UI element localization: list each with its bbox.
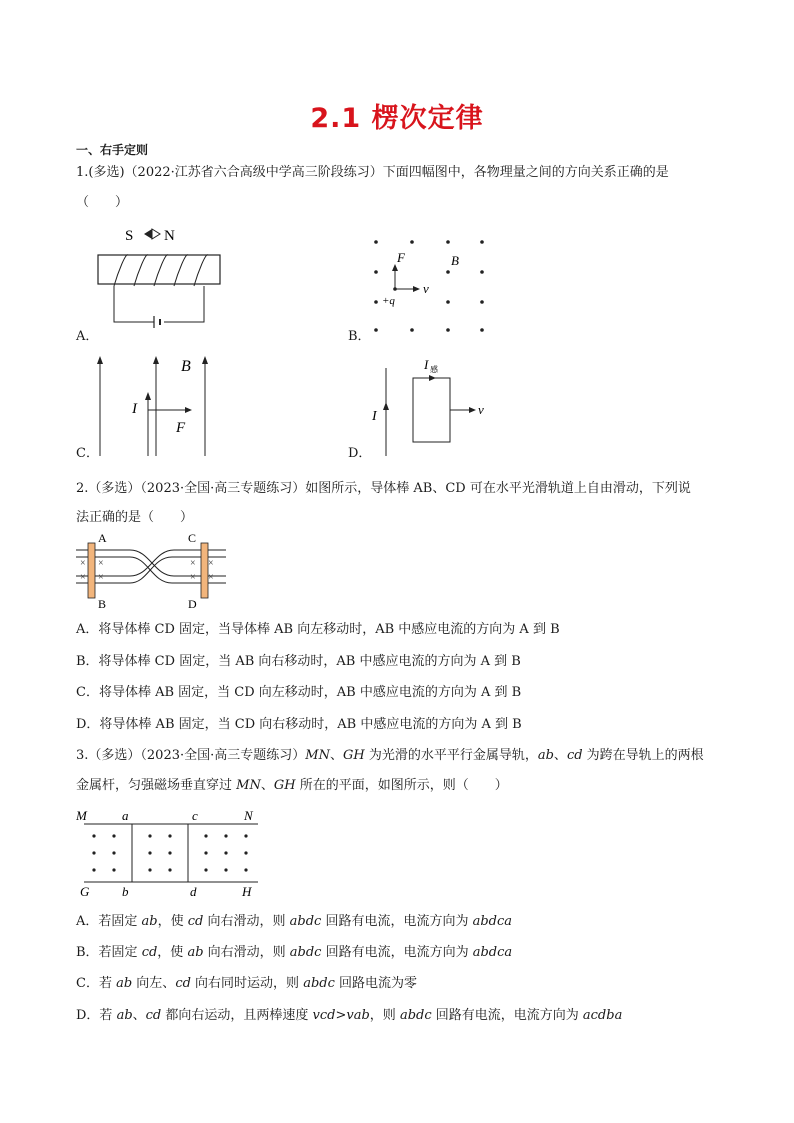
q3b-p8: abdca [472, 945, 513, 960]
field-line-1-arrow [97, 356, 103, 364]
q1-stem-line2: （ ） [76, 195, 129, 210]
field-line-3-arrow [202, 356, 208, 364]
q3d-p1: D．若 [76, 1008, 117, 1023]
q3d-p8: abdc [399, 1008, 432, 1023]
fig-b-f-label: F [397, 250, 405, 265]
q3c-p2: ab [116, 976, 133, 991]
q3b-p5: 向右滑动，则 [203, 945, 290, 960]
q3-l1-b: MN [305, 748, 330, 763]
fig-d-induced-sub: 感 [430, 365, 438, 374]
fig-b-q-label: +q [382, 295, 395, 307]
fig-q2-a-label: A [98, 532, 107, 545]
svg-text:×: × [98, 558, 104, 569]
fig-c-f-label: F [176, 420, 186, 436]
q1-label-c: C． [76, 446, 99, 461]
long-wire-arrow [383, 402, 389, 410]
q3b-p7: 回路有电流，电流方向为 [321, 945, 473, 960]
rod-cd [201, 543, 208, 598]
q3d-p3: 、 [132, 1008, 146, 1023]
current-arrow-head [145, 392, 151, 400]
fig-q3-d: d [190, 884, 197, 899]
q3c-p3: 向左、 [132, 976, 176, 991]
fig-q3-b: b [122, 884, 129, 899]
q3-l1-a: 3.（多选）（2023·全国·高三专题练习） [76, 748, 306, 763]
solenoid-coil [114, 255, 208, 286]
q2-stem-line1: 2.（多选）（2023·全国·高三专题练习）如图所示，导体棒 AB、CD 可在水平光滑轨道上自由滑动，下列说 [76, 481, 691, 496]
fig-d-induced-label: I [424, 357, 429, 372]
q3c-p1: C．若 [76, 976, 117, 991]
q3d-p7: ，则 [369, 1008, 400, 1023]
q3d-p10: acdba [582, 1008, 623, 1023]
svg-text:×: × [190, 558, 196, 569]
q3a-p7: 回路有电流，电流方向为 [321, 914, 473, 929]
page-title: 2.1 楞次定律 [310, 103, 484, 134]
circuit-wire [114, 286, 204, 322]
fig-q3-n: N [244, 808, 253, 823]
q3c-p5: 向右同时运动，则 [190, 976, 304, 991]
q1-stem-line1: 1.(多选)（2022·江苏省六合高级中学高三阶段练习）下面四幅图中，各物理量之间的方向关系正确的是 [76, 165, 669, 180]
fig-q2-b-label: B [98, 597, 107, 611]
q3a-p5: 向右滑动，则 [203, 914, 290, 929]
force-arrow-c-head [185, 407, 192, 413]
q2-option-a: A．将导体棒 CD 固定，当导体棒 AB 向左移动时，AB 中感应电流的方向为 A 到 B [76, 622, 560, 637]
q3-option-d [76, 1008, 622, 1024]
q3b-p2: cd [141, 945, 158, 960]
fig-b-v-label: v [423, 281, 429, 296]
q1-figure-c [92, 352, 222, 458]
q3d-p2: ab [116, 1008, 133, 1023]
q3-l1-e: 为光滑的水平平行金属导轨， [364, 748, 538, 763]
q3a-p1: A．若固定 [76, 914, 142, 929]
q3-option-b [76, 945, 512, 961]
q3d-p9: 回路有电流，电流方向为 [431, 1008, 583, 1023]
q3-l2-d: GH [273, 778, 296, 793]
q3-l1-f: ab [537, 748, 554, 763]
section-heading: 一、右手定则 [76, 143, 149, 157]
svg-text:×: × [208, 558, 214, 569]
q2-stem-line2: 法正确的是（ ） [76, 510, 194, 525]
q3b-p4: ab [187, 945, 204, 960]
q3-stem-line1 [76, 748, 704, 764]
fig-q3-m: M [76, 808, 87, 823]
fig-b-b-label: B [451, 253, 459, 268]
compass-needle-right [152, 229, 160, 239]
q1-label-a: A． [76, 329, 99, 344]
field-crosses [80, 558, 214, 583]
q3c-p6: abdc [303, 976, 335, 991]
fig-a-s-label: S [125, 228, 134, 244]
q3-figure [76, 806, 266, 902]
q2-option-d: D．将导体棒 AB 固定，当 CD 向右移动时，AB 中感应电流的方向为 A 到 B [76, 717, 522, 732]
q3a-p6: abdc [289, 914, 322, 929]
q3c-p4: cd [175, 976, 191, 991]
force-arrow-head [392, 264, 398, 271]
q1-label-d: D． [348, 446, 372, 461]
q3b-p1: B．若固定 [76, 945, 142, 960]
q2-option-b: B．将导体棒 CD 固定，当 AB 向右移动时，AB 中感应电流的方向为 A 到 B [76, 654, 521, 669]
q3b-p3: ，使 [157, 945, 188, 960]
q3-option-a [76, 914, 512, 930]
q3-l2-a: 金属杆，匀强磁场垂直穿过 [76, 778, 237, 793]
compass-needle-left [144, 229, 152, 239]
q3-l2-b: MN [236, 778, 261, 793]
q3-l1-h: cd [566, 748, 583, 763]
fig-q3-c: c [192, 808, 198, 823]
q3-stem-line2 [76, 778, 508, 794]
velocity-arrow-head [413, 286, 420, 292]
q3a-p4: cd [187, 914, 204, 929]
fig-d-i-label: I [372, 409, 377, 424]
fig-q3-h: H [242, 884, 252, 899]
rod-ab [88, 543, 95, 598]
fig-q3-a: a [122, 808, 129, 823]
q1-figure-b [366, 234, 496, 334]
fig-q2-c-label: C [188, 532, 197, 545]
q3d-p5: 都向右运动，且两棒速度 [161, 1008, 313, 1023]
fig-c-b-label: B [181, 358, 191, 375]
q3b-p6: abdc [289, 945, 322, 960]
q3-l1-c: 、 [329, 748, 343, 763]
fig-d-v-label: v [478, 402, 484, 417]
q3d-p4: cd [145, 1008, 162, 1023]
svg-text:×: × [80, 572, 86, 583]
fig-q2-d-label: D [188, 597, 197, 611]
q2-figure [72, 532, 232, 612]
q2-option-c: C．将导体棒 AB 固定，当 CD 向左移动时，AB 中感应电流的方向为 A 到 B [76, 685, 522, 700]
loop-velocity-arrow-head [469, 407, 476, 413]
q3a-p3: ，使 [157, 914, 188, 929]
q1-figure-a [92, 222, 232, 332]
q3c-p7: 回路电流为零 [334, 976, 418, 991]
svg-text:×: × [80, 558, 86, 569]
q3a-p8: abdca [472, 914, 513, 929]
svg-text:×: × [98, 572, 104, 583]
field-line-2-arrow [153, 356, 159, 364]
q3-l2-c: 、 [260, 778, 274, 793]
fig-c-i-label: I [132, 401, 137, 417]
svg-text:×: × [208, 572, 214, 583]
induced-current-arrow [429, 375, 436, 381]
q3a-p2: ab [141, 914, 158, 929]
q1-label-b: B． [348, 329, 371, 344]
fig-a-n-label: N [164, 228, 175, 244]
q1-figure-d [366, 352, 496, 458]
field-dots-q3 [92, 834, 247, 871]
q3-l2-e: 所在的平面，如图所示，则（ ） [295, 778, 508, 793]
q3d-p6: vcd>vab [312, 1008, 370, 1023]
magnetic-field-dots [374, 240, 484, 332]
svg-text:×: × [190, 572, 196, 583]
q3-l1-d: GH [342, 748, 365, 763]
conducting-loop [413, 378, 450, 442]
fig-q3-g: G [80, 884, 90, 899]
q3-l1-g: 、 [553, 748, 567, 763]
q3-option-c [76, 976, 417, 992]
q3-l1-i: 为跨在导轨上的两根 [582, 748, 704, 763]
